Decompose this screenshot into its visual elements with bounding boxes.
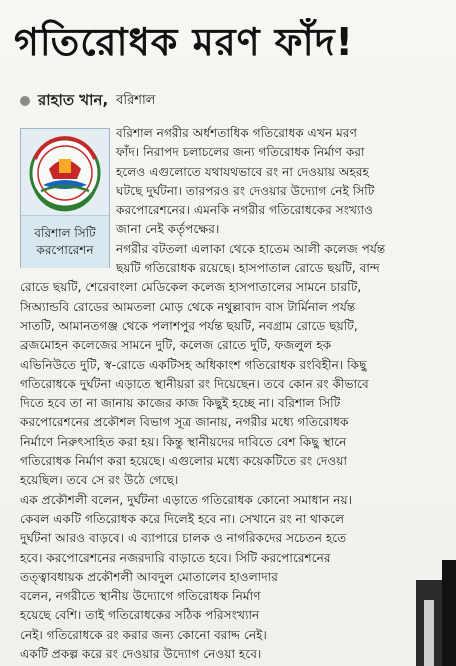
byline <box>20 90 155 112</box>
article-line: নগরীর বটতলা এলাকা থেকে হাতেম আলী কলেজ পর্যন্ত <box>116 241 386 256</box>
article-line: হলেও এগুলোতে যথাযথভাবে রং না দেওয়ায় অহরহ <box>116 164 369 179</box>
article-line: এক প্রকৌশলী বলেন, দুর্ঘটনা এড়াতে গতিরোধক কোনো সমাধান নয়। <box>20 492 353 507</box>
article-line: করপোরেশনের। এমনকি নগরীর গতিরোধকের সংখ্যাও <box>116 203 374 218</box>
article-line: ব্রজমোহন কলেজের সামনে দুটি, কলেজ রোতে দুটি, ফজলুল হক <box>20 338 332 353</box>
binder-clip-decoration <box>396 560 456 666</box>
article-line: কেবল একটি গতিরোধক করে দিলেই হবে না। সেখানে রং না থাকলে <box>20 511 345 526</box>
article-line: হয়েছিল। তবে সে রং উঠে গেছে। <box>20 473 179 488</box>
article-line: সিঅ্যান্ডবি রোডের আমতলা মোড় থেকে নথুল্লাবাদ বাস টার্মিনাল পর্যন্ত <box>20 299 356 314</box>
article-line: দিতে হবে তা না জানায় কাজের কাজ কিছুই হচ্ছে না। বরিশাল সিটি <box>20 396 341 411</box>
article-line: জানা নেই কর্তৃপক্ষের। <box>116 222 220 237</box>
article-line: সাতটি, আমানতগঞ্জ থেকে পলাশপুর পর্যন্ত ছয়টি, নবগ্রাম রোডে ছয়টি, <box>20 318 358 333</box>
article-line: হয়েছে বেশি। তাই গতিরোধকের সঠিক পরিসংখ্যান <box>20 608 260 623</box>
article-line: বলেন, নগরীতে স্থানীয় উদ্যোগে গতিরোধক নির্মাণ <box>20 589 261 604</box>
article-line: হবে। করপোরেশনের নজরদারি বাড়াতে হবে। সিটি করপোরেশনের <box>20 550 331 565</box>
article-line: নেই। গতিরোধকে রং করার জন্য কোনো বরাদ্দ নেই। <box>20 627 267 642</box>
logo-caption-line1: বরিশাল সিটি <box>34 226 96 240</box>
article-line: ছয়টি গতিরোধক রয়েছে। হাসপাতাল রোডে ছয়টি, বান্দ <box>116 261 380 276</box>
article-line: তত্ত্বাবধায়ক প্রকৌশলী আবদুল মোতালেব হাওলাদার <box>20 569 278 584</box>
article-line: বরিশাল নগরীর অর্ধশতাধিক গতিরোধক এখন মরণ <box>116 126 357 140</box>
article-line: একটি প্রকল্প করে রং দেওয়ার উদ্যোগ নেওয়া হবে। <box>20 647 262 662</box>
headline: গতিরোধক মরণ ফাঁদ! <box>14 20 354 64</box>
byline-author: রাহাত খান, <box>38 90 109 109</box>
article-line: দুর্ঘটনা আরও বাড়বে। এ ব্যাপারে চালক ও নাগরিকদের সচেতন হতে <box>20 531 347 546</box>
article-line: নির্মাণে নিরুৎসাহিত করা হয়। কিন্তু স্থানীয়দের দাবিতে বেশ কিছু স্থানে <box>20 434 347 449</box>
article-line: করপোরেশনের প্রকৌশল বিভাগ সূত্র জানায়, নগরীর মধ্যে গতিরোধক <box>20 415 349 430</box>
logo-caption-line2: করপোরেশন <box>36 243 94 257</box>
byline-place: বরিশাল <box>116 92 156 108</box>
bullet-icon <box>20 96 30 106</box>
article-line: ঘটছে দুর্ঘটনা। তারপরও রং দেওয়ার উদ্যোগ নেই সিটি <box>116 183 375 198</box>
article-line: এভিনিউতে দুটি, স্ব-রোডে একটিসহ অধিকাংশ গতিরোধক রংবিহীন। কিছু <box>20 357 367 372</box>
article-line: ফাঁদ। নিরাপদ চলাচলের জন্য গতিরোধক নির্মাণ করা <box>116 145 365 160</box>
article-line: রোডে ছয়টি, শেরেবাংলা মেডিকেল কলেজ হাসপাতালের সামনে চারটি, <box>20 280 362 295</box>
article-line: গতিরোধকে দুর্ঘটনা এড়াতে স্থানীয়রা রং দিয়েছেন। তবে কোন রং কীভাবে <box>20 376 369 391</box>
article-line: গতিরোধক নির্মাণ করা হয়েছে। এগুলোর মধ্যে কয়েকটিতে রং দেওয়া <box>20 454 348 469</box>
article-body <box>20 124 444 664</box>
